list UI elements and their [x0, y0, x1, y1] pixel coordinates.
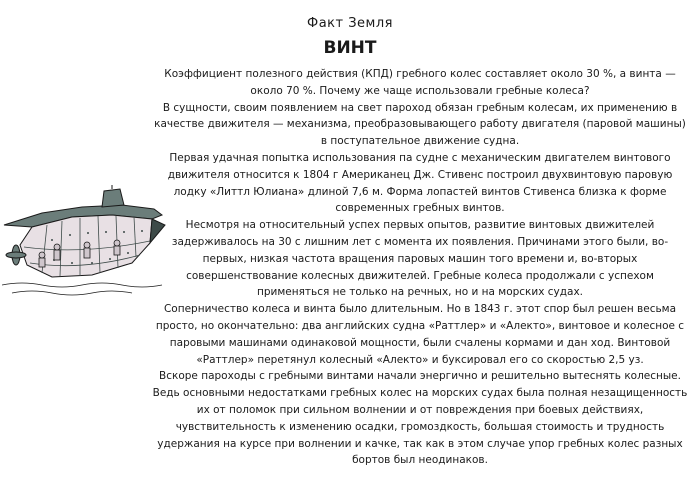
paragraph: Вскоре пароходы с гребными винтами начали энергично и решительно вытеснять колесные.	[159, 370, 681, 383]
paragraph: Первая удачная попытка использования па судне с механическим двигателем винтового движителя относится к 1804 г Американец Дж. Стивенс построил двухвинтовую паровую лодку «Литтл Юлиана» длиной 7,6 м. Форма лопастей винтов Стивенса близка к форме современных гребных винтов.	[167, 151, 673, 215]
paragraph: Несмотря на относительный успех первых опытов, развитие винтовых движителей задерживалось на 30 с лишним лет с момента их появления. Причинами этого были, во-первых, низкая частота вращения паровых машин того времени и, во-вторых совершенствование колесных движителей. Гребные колеса продолжали с успехом применяться не только на речных, но и на морских судах.	[171, 219, 669, 299]
paragraph: Соперничество колеса и винта было длительным. Но в 1843 г. этот спор был решен весьма просто, но окончательно: два английских судна «Раттлер» и «Алекто», винтовое и колесное с паровыми машинами одинаковой мощности, были счалены кормами и дан ход. Винтовой «Раттлер» перетянул колесный «Алекто» и буксировал его со скоростью 2,5 уз.	[155, 303, 685, 366]
conning-tower	[102, 189, 124, 207]
hull-bow	[150, 219, 165, 243]
page-title: ВИНТ	[323, 38, 377, 58]
paragraph: Ведь основными недостатками гребных колес на морских судах была полная незащищенность их от поломок при сильном волнении и от повреждения при боевых действиях, чувствительность к изменению осадки, громоздкость, большая стоимость и трудность удержания на курсе при волнении и качке, так как в этом случае упор гребных колес разных бортов был неодинаков.	[152, 387, 688, 467]
page-kicker: Факт Земля	[307, 16, 393, 31]
article-body	[150, 66, 690, 469]
paragraph: В сущности, своим появлением на свет пароход обязан гребным колесам, их применению в качестве движителя — механизма, преобразовывающего работу двигателя (паровой машины) в поступательное движение судна.	[154, 101, 686, 148]
paragraph: Коэффициент полезного действия (КПД) гребного колес составляет около 30 %, а винта — около 70 %. Почему же чаще использовали гребные колеса?	[164, 68, 676, 97]
submarine-illustration	[2, 185, 167, 305]
